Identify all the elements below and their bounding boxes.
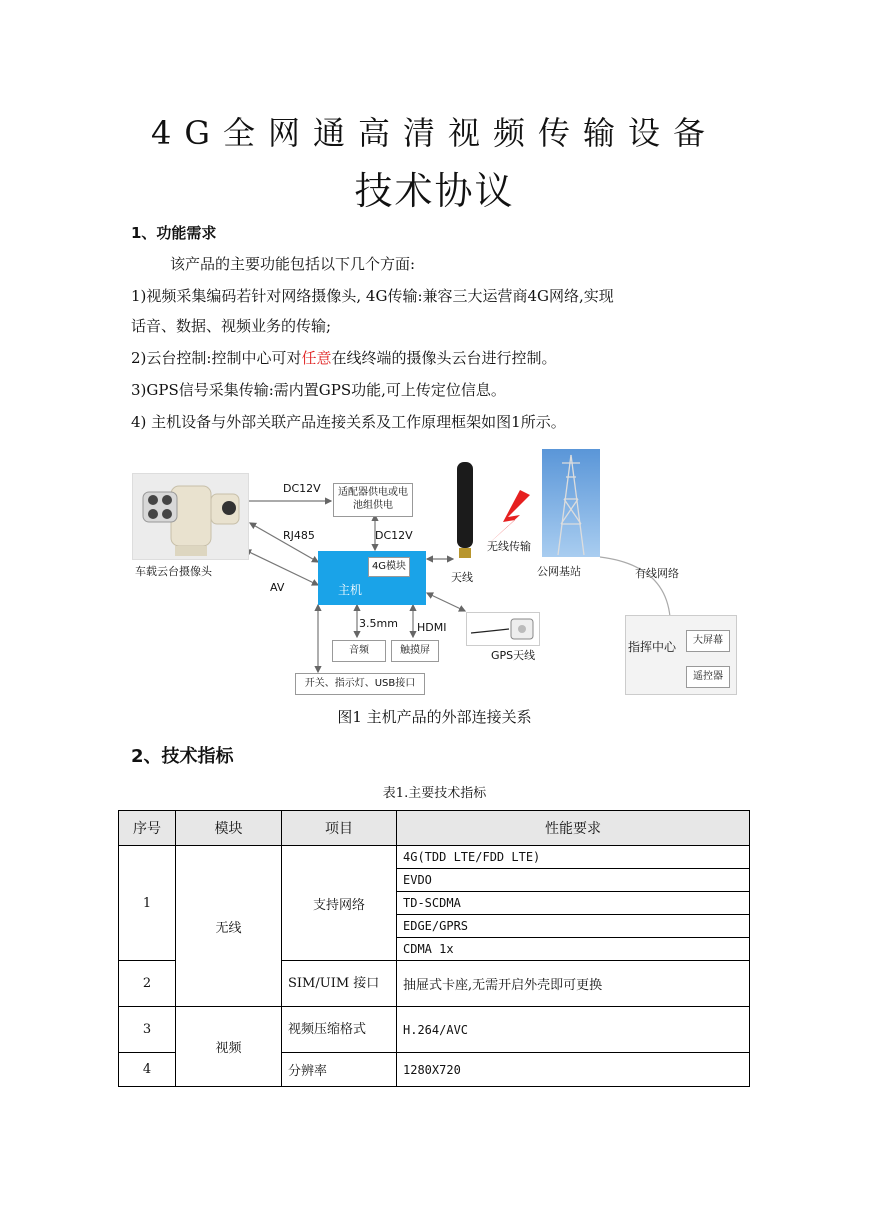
base-station-image [542,449,600,557]
base-station-label: 公网基站 [537,565,581,578]
ptz-camera-image [132,473,249,560]
network-evdo: EVDO [397,869,750,892]
row1-index: 1 [119,846,176,961]
tower-icon [542,449,600,557]
header-requirement: 性能要求 [397,811,750,846]
spec-table [118,810,750,1087]
network-edge: EDGE/GPRS [397,915,750,938]
command-center-box [625,615,737,695]
host-label: 主机 [338,583,363,597]
row4-index: 4 [119,1053,176,1087]
item3: 3)GPS信号采集传输:需内置GPS功能,可上传定位信息。 [131,381,506,399]
camera-label: 车载云台摄像头 [135,565,212,578]
av-label: AV [270,581,285,594]
item-resolution: 分辨率 [282,1053,397,1087]
module-video: 视频 [176,1007,282,1087]
gps-antenna-image [466,612,540,646]
dc12v-mid-label: DC12V [375,529,413,542]
connection-diagram [125,445,745,705]
dc12v-top-label: DC12V [283,482,321,495]
item2-highlight: 任意 [301,349,332,367]
4g-module-box: 4G模块 [368,557,410,577]
network-tdscdma: TD-SCDMA [397,892,750,915]
command-center-label: 指挥中心 [628,640,677,654]
rj485-label: RJ485 [283,529,315,542]
audio-box: 音频 [332,640,386,662]
table-header-row [119,811,750,846]
row3-index: 3 [119,1007,176,1053]
document-subtitle: 技术协议 [354,169,515,213]
gps-icon [467,613,539,645]
big-screen-box: 大屏幕 [686,630,730,652]
intro-text: 该产品的主要功能包括以下几个方面: [170,255,416,273]
antenna-icon [453,460,479,565]
audio-35mm-label: 3.5mm [359,617,398,630]
document-title: 4G全网通高清视频传输设备 [151,114,718,152]
network-cdma: CDMA 1x [397,938,750,961]
item2-suffix: 在线终端的摄像头云台进行控制。 [331,349,557,367]
section2-heading: 2、技术指标 [131,746,234,767]
item1-line1: 1)视频采集编码若针对网络摄像头, 4G传输:兼容三大运营商4G网络,实现 [131,287,614,305]
host-unit [318,551,426,605]
item2 [131,348,556,368]
item4: 4) 主机设备与外部关联产品连接关系及工作原理框架如图1所示。 [131,413,566,431]
power-supply-box: 适配器供电或电池组供电 [333,483,413,517]
section1-heading: 1、功能需求 [131,224,217,242]
wireless-label: 无线传输 [487,540,531,553]
wired-network-label: 有线网络 [635,567,679,580]
item1-line2: 话音、数据、视频业务的传输; [131,317,332,335]
header-module: 模块 [176,811,282,846]
figure-caption: 图1 主机产品的外部连接关系 [337,708,532,726]
resolution-requirement: 1280X720 [397,1053,750,1087]
table-caption: 表1.主要技术指标 [382,786,487,801]
codec-requirement: H.264/AVC [397,1007,750,1053]
network-4g: 4G(TDD LTE/FDD LTE) [397,846,750,869]
header-index: 序号 [119,811,176,846]
module-wireless: 无线 [176,846,282,1007]
io-box: 开关、指示灯、USB接口 [295,673,425,695]
camera-icon [133,474,248,559]
remote-box: 遥控器 [686,666,730,688]
item2-prefix: 2)云台控制:控制中心可对 [131,349,302,367]
item-codec: 视频压缩格式 [282,1007,397,1053]
antenna-image [453,460,479,565]
gps-label: GPS天线 [491,649,536,662]
hdmi-label: HDMI [417,621,447,634]
item-sim: SIM/UIM 接口 [282,961,397,1007]
item-network: 支持网络 [282,846,397,961]
table-row [119,846,750,869]
antenna-label: 天线 [451,571,473,584]
table-row [119,1007,750,1053]
row2-index: 2 [119,961,176,1007]
touchscreen-box: 触摸屏 [391,640,439,662]
header-item: 项目 [282,811,397,846]
sim-requirement: 抽屉式卡座,无需开启外壳即可更换 [397,961,750,1007]
